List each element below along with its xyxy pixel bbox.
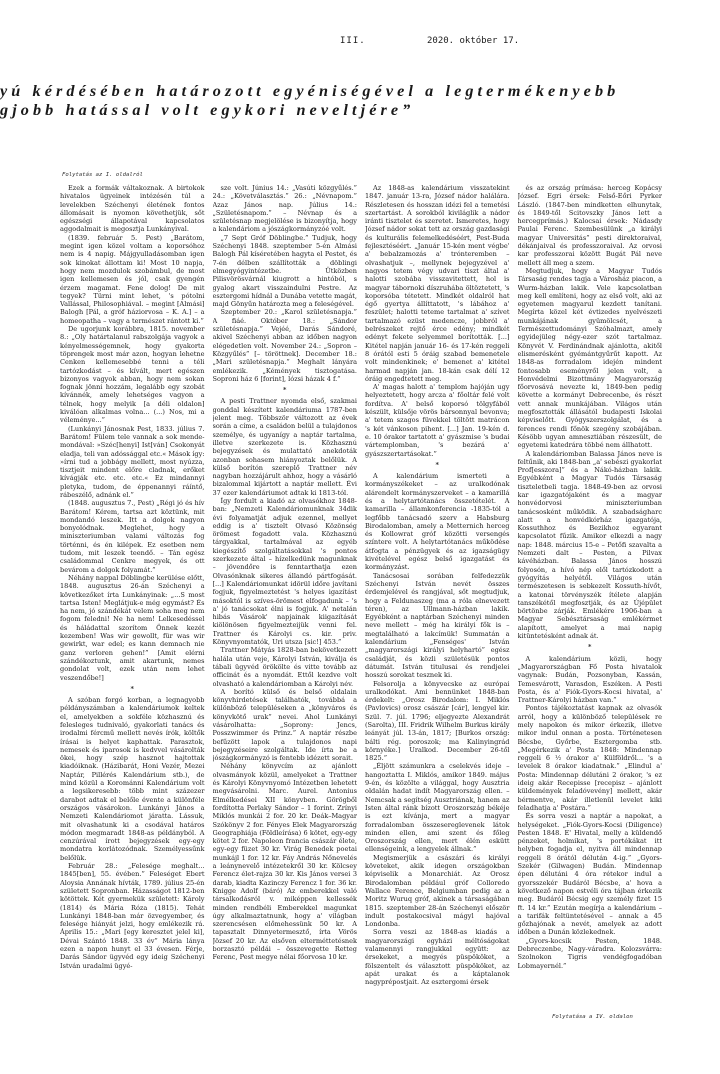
continued-on-note: Folytatása a IV. oldalon bbox=[552, 1014, 633, 1020]
article-paragraph: „Éljött számunkra a cselekvés ideje – hangoztatta I. Miklós, amikor 1849. május 9-én, és közölte a világgal, hogy Ausztria oldalán hadat indít Magyarország ellen. – Nemcsak a segítség Ausztriának, hanem az Isten által ránk bízott Oroszország békéje is ezt kívánja, mert a magyar forradalomban összesereglevenek látok minden ellen, ami szent és főleg Oroszország ellen, mert élén eskütt ellenségeink, a lengyelek állnak.” bbox=[365, 762, 510, 854]
headline-line-2: gjobb hatással volt egykori neveltjére” bbox=[0, 101, 415, 119]
article-paragraph: Pontos tájékoztatást kapnak az olvasók arról, hogy a különböző települések re mely napokon és mikor érkezik, illetve mikor indul onnan a posta. Történetesen Bécsbe, Győrbe, Esztergomba stb. „Megérkezik a' Posta 1848: Mindennap reggeli 6 ½ órakor a' Külföldről... 's a levelek 8 órakor kiadatnak.” „Elindul a' Posta: Mindennap délutáni 2 órakor, 's ez ideig akár Recepisse [recepisz – ajánlott küldemények feladóvevény] mellett, akár bérmentve, akár illetlenül levelet kiki feladhatja a' Postára.” bbox=[517, 704, 662, 812]
page-number: III. bbox=[340, 36, 366, 46]
article-paragraph: És sorra veszi a naptár a napokat, a helységeket. „Fiók-Gyors-Kocsi (Diligence) Pesten 1848. E' Hivatal, melly a küldendő pénzeket, holmikat, 's portékákat itt helyben fogadja el, nyitva áll mindennap reggeli 8 órától délután 4-ig.” „Gyors-Szekér (Gilwagen) Budán. Mindennap épen délutáni 4 óra rétekor indul a gyorsszekér Budáról Bécsbe, a' hova a következő napon estvéli óra tájban érkezik meg. Budáról Bécsig egy személy fizet 15 ft. 14 kr.” Ezután megírja a kalendárium – a tarifák feltüntetésével – annak a 45 gőzhajónak a nevét, amelyek az adott időben a Dunán közlekednek. bbox=[517, 812, 662, 937]
page-header bbox=[0, 36, 720, 52]
section-separator: * bbox=[588, 643, 592, 652]
article-paragraph: A pesti Trattner nyomda első, szakmai gonddal készített kalendáriuma 1787-ben jelent meg. Többször változott az évek során a címe, a családon belül a tulajdonos személye, és ugyanígy a naptár tartalma, illetve szerkezete is. Közhasznú bejegyzések és mulattató anekdoták azonban sohasem hiányoztak belőlük. A külső borítón szereplő Trattner név nagyban hozzájárult ahhoz, hogy a vásárló bizalommal kijártott a naptár mellett. Évi 37 ezer kalendáriumot adtak ki 1813-tól. bbox=[212, 397, 357, 497]
issue-date: 2020. október 17. bbox=[427, 36, 520, 46]
headline-line-1: yú kérdésében határozott egyéniségével a legtermékenyebb bbox=[0, 82, 620, 100]
article-paragraph: (1839. február 5. Pest) „Barátom, megint igen közel voltam a koporsóhoz nem is 4 napig. Májgyulladásomban igen sok kinokat állottam ki! Most 10 napja, hogy nem mozdulok szobámbul, de most igen kellemesen és jól, csak gyengén érzem magamat. Fene dolog! De mit tegyek? Türni mint lehet, 's pótolni Vallással, Philosophiával. – megint [Almási] Balogh [Pál, a gróf háziorvosa – K. A.] – a homeopatha – vagy a természet rántott ki.” bbox=[60, 233, 205, 325]
article-paragraph: Trattner Mátyás 1828-ban bekövetkezett halála után veje, Károlyi István, kiválja és tábali ügyvéd örökölte és vitte tovább az officinát és a nyomdát. Ettől kezdve volt olvasható a kalendáriomban a Károlyi név. bbox=[212, 646, 357, 688]
article-paragraph: Néhány nappal Döblingbe kerülése előtt, 1848. augusztus 26-án Széchenyi a következőket írta Lunkányinak: „...S most tartsa Isten! Meglátjuk-e még egymást? És ha nem, jó szándékát velem soha meg nem fogom feledni! Ne ha nem! Lelkesedéssel és háládattal szorítom Önnek kezét kezemben! Was wir gewollt, für was wir gewirkt, war edel; es kann demnach nie ganz verloren gehen!” [Amit elérni szándékoztunk, amit akartunk, nemes gondolat volt, ezek után nem lehet veszendőbe!] bbox=[60, 573, 205, 682]
article-paragraph: Tanácsosai sorában felfedezzük Széchenyi István nevét összes érdemjelével és rangjával, sőt megtudjuk, hogy a Feldunaszeg (ma a róla elnevezett téren), az Ullmann-házban lakik. Egyébként a naptárban Széchenyi minden neve mellett – még ha királyi fők is – megtalálható a lakcímük! Summatán a kalendárium „Fenséges' István „magyarországi királyi helyhartó” egész családját, és közli születésük pontos dátumát. István titulusai és rendjelei hosszú sorokat tesznek ki. bbox=[365, 571, 510, 680]
article-paragraph: Megtudjuk, hogy a Magyar Tudós Társaság rendes tagja a Városház piacon, a Wurm-házban lakik. Vele kapcsolatban meg kell említeni, hogy az első volt, aki az egyetemen magyarul kezdett tanítani. Megírta közel két évtizedes nyelvészeti munkájának gyümölcsét, a Természettudományi Szóhalmazt, amely egyidejüleg négy-ezer szót tartalmaz. Könyvét V. Ferdinándnak ajánlotta, akitől elismerésként gyémántgyűrűt kapott. Az 1848-as forradalom idején mindent fontosabb eseményről jelen volt, a Honvédelmi Bizottmány Magyarország főorvosává nevezte ki, 1849-ben pedig követte a kormányt Debrecenbe, és részt vett annak munkájában. Világos után megfosztották állásától budapesti Iskolai képviselőtt. Gyógyszerszolgálat, és a ferences rendi főnök szegény szobájában. Késöbb ugyan amnesztiában részesült, de egyetemi katedrára többé nem állhatott. bbox=[517, 266, 662, 450]
article-paragraph: (1848. augusztus 7., Pest) „Régi jó és hív Barátom! Kérem, tartsa azt köztünk, mit mondandó leszek. Itt a dolgok nagyon bonyolódnak. Meglehet, hogy a miniszteriumban valami változás fog történni, és én kilépek. Ez esetben nem tudom, mit leszek teendő. – Tán egész családommal Cenkre megyek, és ott bevárom a dolgok folyamát.” bbox=[60, 499, 205, 574]
article-paragraph: Sorra veszi az 1848-as kiadás a magyarországi egyházi méltóságokat valamennyi rangjukkal együtt: az érsekeket, a megyés püspököket, a fölszentelt és választott püspököket, az apát urakat és a káptalanok nagyprépostjait. Az esztergomi érsek bbox=[365, 928, 510, 987]
article-paragraph: A kalendárium ismerteti a kormányszékeket – az uralkodónak alárendelt kormányszerveket – a kamarillá és a helytartótanács összetételét. A kamarilla – államkonferencia -1835-tól a legfőbb tanácsadó szerv a Habsburg Birodalomban, amely a Metternich herceg és Kollowrat gróf közötti versengés színtere volt. A helytartótanács működése átfogta a pénzügyek és az igazságügy kivételével egész belső igazgatást és kormányzást. bbox=[365, 472, 510, 572]
article-paragraph: Ezek a formák váltakoznak. A birtokok hivatalos ügyeinek intézésén túl a levelekben Széchenyi életének fontos állomásait is nyomon követhetjük, sőt egészségi állapotával kapcsolatos aggodalmait is megosztja Lunkányival. bbox=[60, 184, 205, 234]
section-separator: * bbox=[283, 386, 287, 395]
text-column-2 bbox=[213, 184, 358, 1024]
article-paragraph: Február 28.: „Felesége meghalt... 1845[ben], 55. évében.” Feleséget Ebert Aloysia Annának hívták, 1789. július 25-én született Sopronban. Házasságot 1812-ben kötöttek. Két gyermekük született: Károly (1814) és Mária Róza (1815). Tehát Lunkányi 1848-ban már özvegyember, és felesége hiányát jelzi, hogy emlékezik rá. Április 15.: „Mari [egy keresztet jelel ki], Dévai Szántó 1848. 33 év” Mária lánya ezen a napon hunyt el 33 évesen. Férje, Darás Sándor ügyvéd egy ideig Széchenyi István uradalmi ügyé- bbox=[60, 862, 205, 970]
article-paragraph: Így fordult a kiadó az olvasókhoz 1848-ban: „Nemzeti Kalendáriomunknak 34dik évi folyamatját adjuk ezennel, mellyet eddig is a' tisztelt Olvasó Közönség örömest fogadott vala. Közhasznú tárgyakkal, tartalmával az egyéb kiegészítő szolgáltatásokkal 's pontos szerkezete által – hízelkedünk magunknak – jövendőre is fenntarthatja ezen Olvasónknak sikeres állandó pártfogását. [...] Kalendáriomunkat idörül időre javítani fogjuk, figyelmeztetést 's helyes igazítást másoktól is szíves-örömest elfogadunk – 's a' jó tanácsokat élni is fogjuk. A' netalán hibás Vásárok' napjainak kiigazítását kiölönösen figyelmezteijük venni fel. Trattner és Károlyi cs. kir. priv. Könyvnyomtatók, Uri utsza [sic!] 453.” bbox=[212, 496, 357, 647]
article-paragraph: és az ország prímása: herceg Kopácsy József. Egri érsek: Felső-Eőri Pyrker László. (1847-ben mindketten elhunytak, és 1849-től Scitovszky János lett a hercegprímás.) Kalocsai érsek: Nádasdy Paulai Ferenc. Szembesülünk „a királyi magyar Universitás” pesti direktoraival, dékánjaival és professzoraival. Az orvosi kar professzorai között Bugát Pál neve mellett áll meg a szem. bbox=[517, 184, 662, 267]
article-paragraph: A borító külső és belső oldalain könyvhirdetések találhatók, továbbá a különböző településeken a „könyváros és könyvkötő urak” nevei. Ahol Lunkányi vásárolhatta: „Soprony: Jencs, Posszwimmer és Prinz.” A naptár részbe befűzött lapok a tulajdonos napi bejegyzéseire szolgáltak. Ide írta be a jószágkormányzó is fentebb idézett sorait. bbox=[212, 687, 357, 763]
article-body bbox=[60, 184, 662, 1024]
article-paragraph: A kalendáriomban Balassa János neve is feltűnik, aki 1848-ban „a' sebészi gyakorlat Prof[esszora]” és a Nákó-házban lakik. Egyébként a Magyar Tudós Társaság tiszteletbeli tagja. 1848-49-ben az orvosi kar igazgatójaként és a magyar honvédorvosi miniszteriumban tanácsosként működik. A szabadságharc alatt a honvédkórház igazgatója, Kossuthhoz és Bezikhoz egyarant kapcsolatot fűzik. Amikor elkezdi a nagy nap: 1848. március 15-e – Petőfi szavalta a Nemzeti dalt – Pesten, a Pilvax kávéházban. Balassa János hosszú folyosón, a hívó nép elől tartózkodott a gyógyítás helyétől. Világos után természetesen is sebkezelt Kossuth-hívőt, a katonai törvényszék ítélete alapján tanszékétől megfosztják, és az Újépület börtönbe zárják. Emlékére 1906-ban a Magyar Sebésztársaság emlékérmet alapított, amelyet a mai napig kitüntetésként adnak át. bbox=[517, 449, 662, 641]
article-paragraph: A kalendárium közli, hogy „Magyarországban Fő Posta hivatalok vagynak: Budán, Pozsonyban, Kassán, Temesvárott, Varasdon, Eszéken. A Pesti Posta, és a' Fiók-Gyors-Kocsi hivatal, a' Trattner-Károlyi házban van.” bbox=[517, 654, 662, 705]
article-paragraph: Néhány könyvcím az ajánlott olvasmányok közül, amelyeket a Trattner és Károlyi Könyvnyomó Intézetben lehetett megvásárolni. Marc. Aurel. Antonius Elmélkedései XII könyvben. Görögből fordította Perlaky Sándor – 1 forint. Zrínyi Miklós munkái 2 for. 20 kr. Deák–Magyar Szókönyv 2 for. Fényes Elek Magyarország Geographiája (Földleírása) 6 kötet, egy-egy kötet 2 for. Napoleon francia császár élete, egy-egy füzet 30 kr. Virág Benedek poetai munkájl 1 for. 12 kr. Fáy András Nőnevelés a leánynevelő intézetekről 30 kr. Kölcsey Ferencz élet-rajza 30 kr. Kis János versei 3 darab, kiadta Kazinczy Ferencz 1 for. 36 kr. Knigge Adolf (báró) Az emberekkel való társalkodásról v. miképpen kellessék minden rendbéli Emberekkel magunkat úgy alkalmaztatnunk, hogy a' világban szerencsésen előmehessünk 50 kr. A tapasztalt Dinnyetermesztő, írta Vörös Jözsef 20 kr. Az elsőven elterméttetésnek borzasztó példái – összevegette Retteg Ferenc, Pest megye nélai főorvosa 10 kr. bbox=[212, 762, 357, 962]
article-paragraph: Felsorolja a könyvecske az európai uralkodókat. Ami bennünket 1848-ban érdekelt: „Orosz Birodalom: I. Miklós (Pavlovics) orosz császár [cár], lengyel kir. Szül. 7. júl. 1796; eljegyezte Alexandrát (Sarolta), III. Fridrik Wilhelm Burkus király leányát júl. 13-án, 1817; [Burkos ország: bálti rég. poroszok; ma Kalinyingrád környéke.] Uralkod. December 26-től 1825.” bbox=[365, 679, 510, 763]
article-paragraph: sze volt. Június 14.: „Vasúti közgyűlés.” 24.: „Követválasztás.” 26.: „Névnapom.” Azaz János nap. Július 14.: „Születésnapom.” – Névnap és a születésnap megjelölése is bizonyítja, hogy a kalendáriom a jószágkormányzóé volt. bbox=[212, 184, 357, 234]
article-headline bbox=[0, 82, 720, 120]
article-paragraph: Megismerjük a császári és királyi követeket, akik idegen országokban képviselik a Monarchiát. Az Orosz Birodalomban például gróf Colloredo Wallace Ference, Belgiumban pedig az a Moritz Wuruq gróf, akinek a társaságában 1815. szeptember 28-án Széchenyi először indult postakocsival mágyl hajóval Londonba. bbox=[365, 853, 510, 929]
text-column-1 bbox=[60, 184, 205, 1024]
article-paragraph: „7 Sept Gróf Döblingbe.” Tudjuk, hogy Széchenyi 1848. szeptember 5-én Almási Balogh Pál kíséretében hagyta el Pestet, és 7-én délben szállították a döblingi elmegyógyintézetbe. Ütközben Pilisvörösvárnál kiugrott a hintóból, s gyalog akart visszaindulni Pestre. Az esztergomi hídnál a Dunába vetette magát, majd Gönyűn határozta meg a feleségével. bbox=[212, 233, 357, 309]
article-paragraph: A' magas halott a' templom hajóján ugy helyeztetett, hogy arcza a' főoltár felé volt fordítva. A' belső koporsó tölgyfából készült, külsője vörös bársonnyal bevonva; a' tetem szagos füvekkel töltött matrácon 's két vánkoson pihent. [...] Jan. 19-kén d. e. 10 órakor tartatott a' gyászmise 's budai vártemplomban, 's bezárá a' gyászszertartásokat.” bbox=[365, 383, 510, 458]
text-column-3 bbox=[365, 184, 510, 1024]
continued-from-note: Folytatás az I. oldalról bbox=[62, 172, 143, 178]
article-paragraph: Szeptember 20.: „Karol születésnapja.” A fiáé. Október 18.: „Sándor születésnapja.” Vejéé, Darás Sándoré, akivel Széchenyi abban az időben nagyon elégedetlen volt. November 24.: „Sopron – Közgyűlés” [– töröttnek]. December 18.: „Mari születésnapja.” Meghalt lányára emlékezik. „Kémények tisztogatása. Soproni ház 6 [forint], lózsi házak 4 f.” bbox=[212, 308, 357, 383]
article-paragraph: (Lunkányi Jánosnak Pest, 1833. július 7. Barátom! Fülem tele vannak a sok mende-mondával: »Széc[henyi] Ist[ván] Csokonyát eladja, teli van adóssággal etc.« Mások így: »írni tud a jobbágy mellett, most nyúzza, tisztjeit mindent előre cladnak, erőket kívágják etc. etc. etc.« Ez mindannyi pletyka, tudom, de éppenannyi ráíntő, rábeszélő, adnánk el.” bbox=[60, 424, 205, 499]
section-separator: * bbox=[435, 460, 439, 469]
article-paragraph: A szóban forgó korban, a legnagyobb példányszámban a kalendáriumok keltek el, amelyekben a sokféle közhasznú és felesleges tudnivaló, gyakorlati tanács és irodalmi fércmű mellett nevés írók, költők írásai is helyet kaphattak. Parasztok, nemesek és iparosok is kedvvel vásárolták ökei, hogy szép hasznot hajtottak kiadóiknak. (Házibarát, Honi Vezér, Mezei Naptár, Pillérés Kalendárium stb.), de mind közül a Korománni Kalendárium volt a legsikeresebb: több mint százezer darabot adtak el belőle évente a különféle országos vásárokon. Lunkányi János a Nemzeti Kalendáriomot járatta. Lássuk, mit olvashatunk ki a csodával határos módon megmaradt 1848-as példányból. A cenzúrával írott bejegyzések egy-egy mondatra korlátozódnak. Személyessűnk belőlük. bbox=[60, 696, 205, 862]
article-paragraph: Az 1848-as kalendárium visszatekint 1847. január 13-ra, József nádor halálára. Részletesen és hosszan idézi fel a temetési szertartást. A sorokból kiviláglik a nádor iránti tisztelet és szeretet. Ismeretes, hogy József nádor sokat tett az ország gazdasági és kulturális felemelkedéséért, Pest-Buda fejlesztéséért. „Január 15-kén ment végbe' a' bebalzamozás a' trónteremben – olvashatjuk –, mellynek bejegyzével a' nagyos tetem végy udvari tiszt által a' halotti szobába visszavitettett, hol is magyar tábornoki díszruhába öltöztetett, 's koporsóba tétetett. Mindkét oldalról hat égő gyertya állíttatott, 's lábához a' feszület; halotti teteme tartalmat a' szívet tartalmazó ezüst medencze, jobbról a' belrészeket rejtő érce edény; mindkét edényt fekete selyemmel borították. [...] Kitétel napján január 16- és 17-kén reggeli 8 órától esti 5 óráig szabad bemenetele volt mindenkinek; e' bemenet a' kitétel harmad napján jan. 18-kán csak délí 12 óráig engedtetett meg. bbox=[365, 184, 510, 383]
section-separator: * bbox=[130, 684, 134, 693]
article-paragraph: „Gyors-kocsik Pesten, 1848. Debreczenbe, Nagy-váradra. Kolozsvárra: Szolnokon Tigris vendégfogadóban Lobmayernél.” bbox=[517, 936, 662, 970]
article-paragraph: De ugorjunk korábbra, 1815. november 8.: „Oly határtalanul rabszolgája vagyok a kényelmességemnek, hogy gyakorta töprengek most már azon, hogyan lehetne Cenken kellemesebbé tenni a téli tartózkodást – és kívált, mert egészen bizonyos vagyok abban, hogy nem sokan fognak jönni hozzám, legalább egy szobát kívánnék, amely lehetséges vagyon a télnek, hogy melyik [a déli oldalon] kiválóan alkalmas volna... (...) Nos, mi a véleménye...” bbox=[60, 325, 205, 425]
text-column-4 bbox=[518, 184, 663, 1024]
